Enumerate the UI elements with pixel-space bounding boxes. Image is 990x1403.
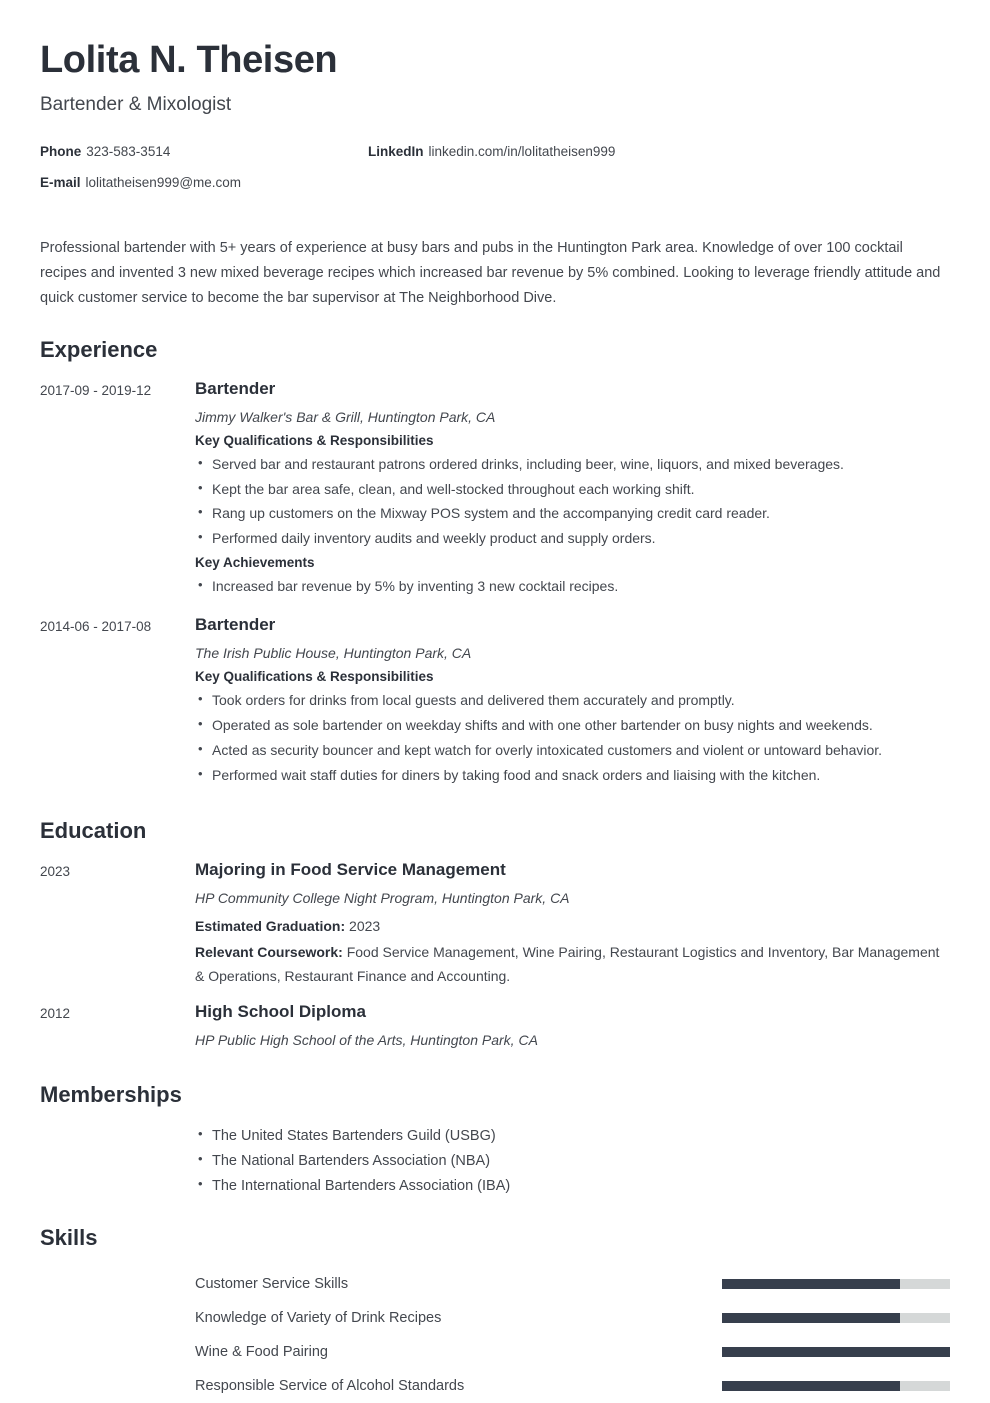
experience-entry-body <box>195 379 950 604</box>
list-item: • Performed daily inventory audits and weekly product and supply orders. <box>195 526 950 551</box>
contact-row-one <box>40 144 950 175</box>
experience-qualifications-list <box>195 452 950 552</box>
list-item: • Kept the bar area safe, clean, and well-stocked throughout each working shift. <box>195 477 950 502</box>
skill-label: Wine & Food Pairing <box>195 1343 328 1360</box>
list-item: • Increased bar revenue by 5% by inventing 3 new cocktail recipes. <box>195 574 950 599</box>
experience-job-title: Bartender <box>195 378 276 398</box>
contact-row-two <box>40 175 950 206</box>
education-entry-body <box>195 860 950 990</box>
contact-linkedin-label: LinkedIn <box>368 143 424 159</box>
experience-entry-body <box>195 615 950 792</box>
experience-entry <box>40 379 950 604</box>
education-entry-body <box>195 1002 950 1056</box>
contact-email-value[interactable]: lolitatheisen999@me.com <box>85 174 242 190</box>
experience-achievements-heading: Key Achievements <box>195 555 315 571</box>
skill-label: Customer Service Skills <box>195 1275 349 1292</box>
education-graduation-label: Estimated Graduation: <box>195 917 346 934</box>
contact-phone-label: Phone <box>40 143 82 159</box>
candidate-name: Lolita N. Theisen <box>40 39 338 81</box>
section-experience <box>40 337 950 792</box>
section-memberships <box>40 1082 950 1199</box>
experience-job-title: Bartender <box>195 615 276 635</box>
skills-body <box>40 1267 950 1403</box>
skills-heading: Skills <box>40 1224 98 1250</box>
education-coursework-label: Relevant Coursework: <box>195 943 343 960</box>
skill-rating-bar <box>722 1347 950 1357</box>
experience-date: 2014-06 - 2017-08 <box>40 619 152 635</box>
experience-entry <box>40 615 950 792</box>
skill-rating-bar <box>722 1279 950 1289</box>
professional-summary: Professional bartender with 5+ years of experience at busy bars and pubs in the Huntington Park area. Knowledge of over 100 cocktail recipes and invented 3 new mixed beverage recipes which increased bar revenue by 5% combined. Looking to leverage friendly attitude and quick customer service to become the bar supervisor at The Neighborhood Dive. <box>40 239 941 306</box>
skill-label: Knowledge of Variety of Drink Recipes <box>195 1309 442 1326</box>
memberships-body <box>40 1124 950 1199</box>
list-item: • The International Bartenders Association (IBA) <box>195 1174 950 1199</box>
contact-email-label: E-mail <box>40 174 81 190</box>
education-coursework <box>195 940 950 988</box>
candidate-job-title: Bartender & Mixologist <box>40 93 232 115</box>
section-skills <box>40 1225 950 1403</box>
education-coursework-value: Food Service Management, Wine Pairing, Restaurant Logistics and Inventory, Bar Management & Operations, Restaurant Finance and Accounting. <box>195 943 940 984</box>
contact-linkedin-value[interactable]: linkedin.com/in/lolitatheisen999 <box>428 143 616 159</box>
experience-heading: Experience <box>40 336 158 362</box>
experience-qualifications-heading: Key Qualifications & Responsibilities <box>195 432 434 448</box>
contact-email[interactable] <box>40 175 241 190</box>
skill-rating-fill <box>722 1381 900 1391</box>
experience-achievements-list <box>195 574 950 599</box>
education-entry <box>40 1002 950 1056</box>
education-institution: HP Public High School of the Arts, Huntington Park, CA <box>195 1032 538 1048</box>
contact-phone <box>40 144 170 159</box>
experience-qualifications-heading: Key Qualifications & Responsibilities <box>195 669 434 685</box>
education-date: 2012 <box>40 1006 71 1021</box>
skill-rating-bar <box>722 1313 950 1323</box>
experience-date: 2017-09 - 2019-12 <box>40 382 152 398</box>
experience-qualifications-list <box>195 688 950 788</box>
skill-row <box>195 1369 950 1403</box>
contact-linkedin[interactable] <box>368 144 615 159</box>
resume-header <box>40 40 950 206</box>
education-date: 2023 <box>40 863 71 879</box>
list-item: • The National Bartenders Association (NBA) <box>195 1149 950 1174</box>
list-item: • Operated as sole bartender on weekday shifts and with one other bartender on busy nights and weekends. <box>195 713 950 738</box>
skill-rating-fill <box>722 1347 950 1357</box>
education-degree: Majoring in Food Service Management <box>195 859 506 879</box>
education-degree: High School Diploma <box>195 1002 366 1021</box>
skill-rating-fill <box>722 1279 900 1289</box>
skill-label: Responsible Service of Alcohol Standards <box>195 1377 465 1394</box>
experience-employer: The Irish Public House, Huntington Park, CA <box>195 645 472 662</box>
education-entry <box>40 860 950 990</box>
list-item: • Took orders for drinks from local guests and delivered them accurately and promptly. <box>195 688 950 713</box>
memberships-list <box>195 1124 950 1199</box>
experience-employer: Jimmy Walker's Bar & Grill, Huntington Park, CA <box>195 408 496 425</box>
skill-row <box>195 1301 950 1335</box>
contact-phone-value: 323-583-3514 <box>86 143 171 159</box>
skill-rating-fill <box>722 1313 900 1323</box>
skill-row <box>195 1335 950 1369</box>
education-heading: Education <box>40 817 147 843</box>
skill-row <box>195 1267 950 1301</box>
education-institution: HP Community College Night Program, Huntington Park, CA <box>195 889 570 906</box>
education-graduation-value: 2023 <box>349 917 381 934</box>
contact-details <box>40 144 950 206</box>
list-item: • Served bar and restaurant patrons ordered drinks, including beer, wine, liquors, and mixed beverages. <box>195 452 950 477</box>
education-graduation <box>195 914 950 938</box>
list-item: • Rang up customers on the Mixway POS system and the accompanying credit card reader. <box>195 501 950 526</box>
skill-rating-bar <box>722 1381 950 1391</box>
section-education <box>40 818 950 1056</box>
memberships-heading: Memberships <box>40 1082 182 1107</box>
list-item: • Acted as security bouncer and kept watch for overly intoxicated customers and violent or untoward behavior. <box>195 738 950 763</box>
list-item: • Performed wait staff duties for diners by taking food and snack orders and liaising with the kitchen. <box>195 763 950 788</box>
list-item: • The United States Bartenders Guild (USBG) <box>195 1124 950 1149</box>
